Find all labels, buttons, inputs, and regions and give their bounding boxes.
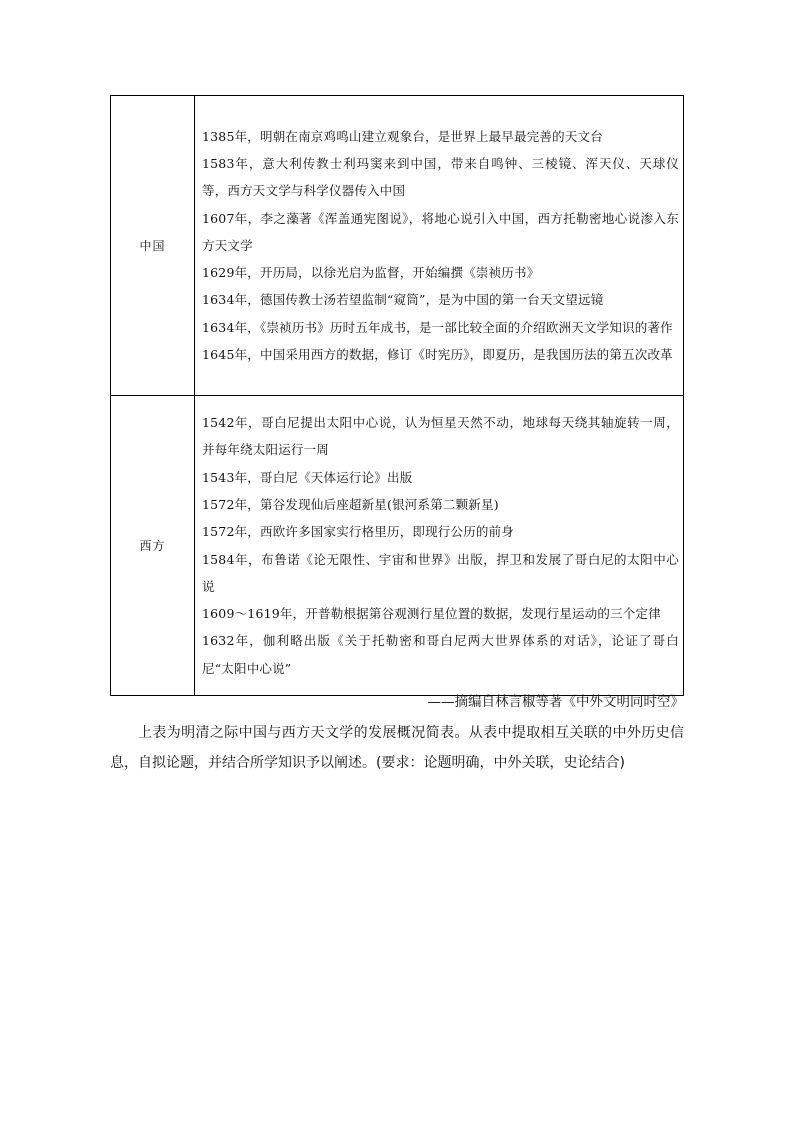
region-cell: 西方: [111, 396, 195, 696]
question-text: 上表为明清之际中国与西方天文学的发展概况简表。从表中提取相互关联的中外历史信息，自拟论题，并结合所学知识予以阐述。(要求：论题明确，中外关联，史论结合): [110, 725, 684, 771]
event-item: 1542年，哥白尼提出太阳中心说，认为恒星天然不动，地球每天绕其轴旋转一周，并每年绕太阳运行一周: [202, 415, 679, 458]
event-item: 1572年，第谷发现仙后座超新星(银河系第二颗新星): [202, 496, 499, 512]
event-item: 1634年，德国传教士汤若望监制“窥筒”，是为中国的第一台天文望远镜: [202, 292, 604, 308]
events-cell: [195, 396, 684, 696]
astronomy-history-table: [110, 95, 684, 696]
event-item: 1572年，西欧许多国家实行格里历，即现行公历的前身: [202, 524, 515, 540]
event-item: 1543年，哥白尼《天体运行论》出版: [202, 469, 413, 485]
event-item: 1632年，伽利略出版《关于托勒密和哥白尼两大世界体系的对话》，论证了哥白尼“太阳中心说”: [202, 633, 679, 676]
event-item: 1629年，开历局，以徐光启为监督，开始编撰《崇祯历书》: [202, 265, 540, 281]
table-row: [111, 96, 684, 396]
events-cell: [195, 96, 684, 396]
region-cell: 中国: [111, 96, 195, 396]
event-item: 1607年，李之藻著《浑盖通宪图说》，将地心说引入中国，西方托勒密地心说渗入东方天文学: [202, 210, 679, 253]
table-row: [111, 396, 684, 696]
event-item: 1609～1619年，开普勒根据第谷观测行星位置的数据，发现行星运动的三个定律: [202, 606, 661, 622]
event-item: 1634年，《崇祯历书》历时五年成书，是一部比较全面的介绍欧洲天文学知识的著作: [202, 319, 673, 335]
source-citation: ——摘编自林言椒等著《中外文明同时空》: [427, 694, 684, 710]
event-item: 1583年，意大利传教士利玛窦来到中国，带来自鸣钟、三棱镜、浑天仪、天球仪等，西方天文学与科学仪器传入中国: [202, 155, 679, 199]
event-item: 1385年，明朝在南京鸡鸣山建立观象台，是世界上最早最完善的天文台: [202, 128, 603, 144]
event-item: 1645年，中国采用西方的数据，修订《时宪历》，即夏历，是我国历法的第五次改革: [202, 347, 673, 363]
event-item: 1584年，布鲁诺《论无限性、宇宙和世界》出版，捍卫和发展了哥白尼的太阳中心说: [202, 551, 679, 594]
